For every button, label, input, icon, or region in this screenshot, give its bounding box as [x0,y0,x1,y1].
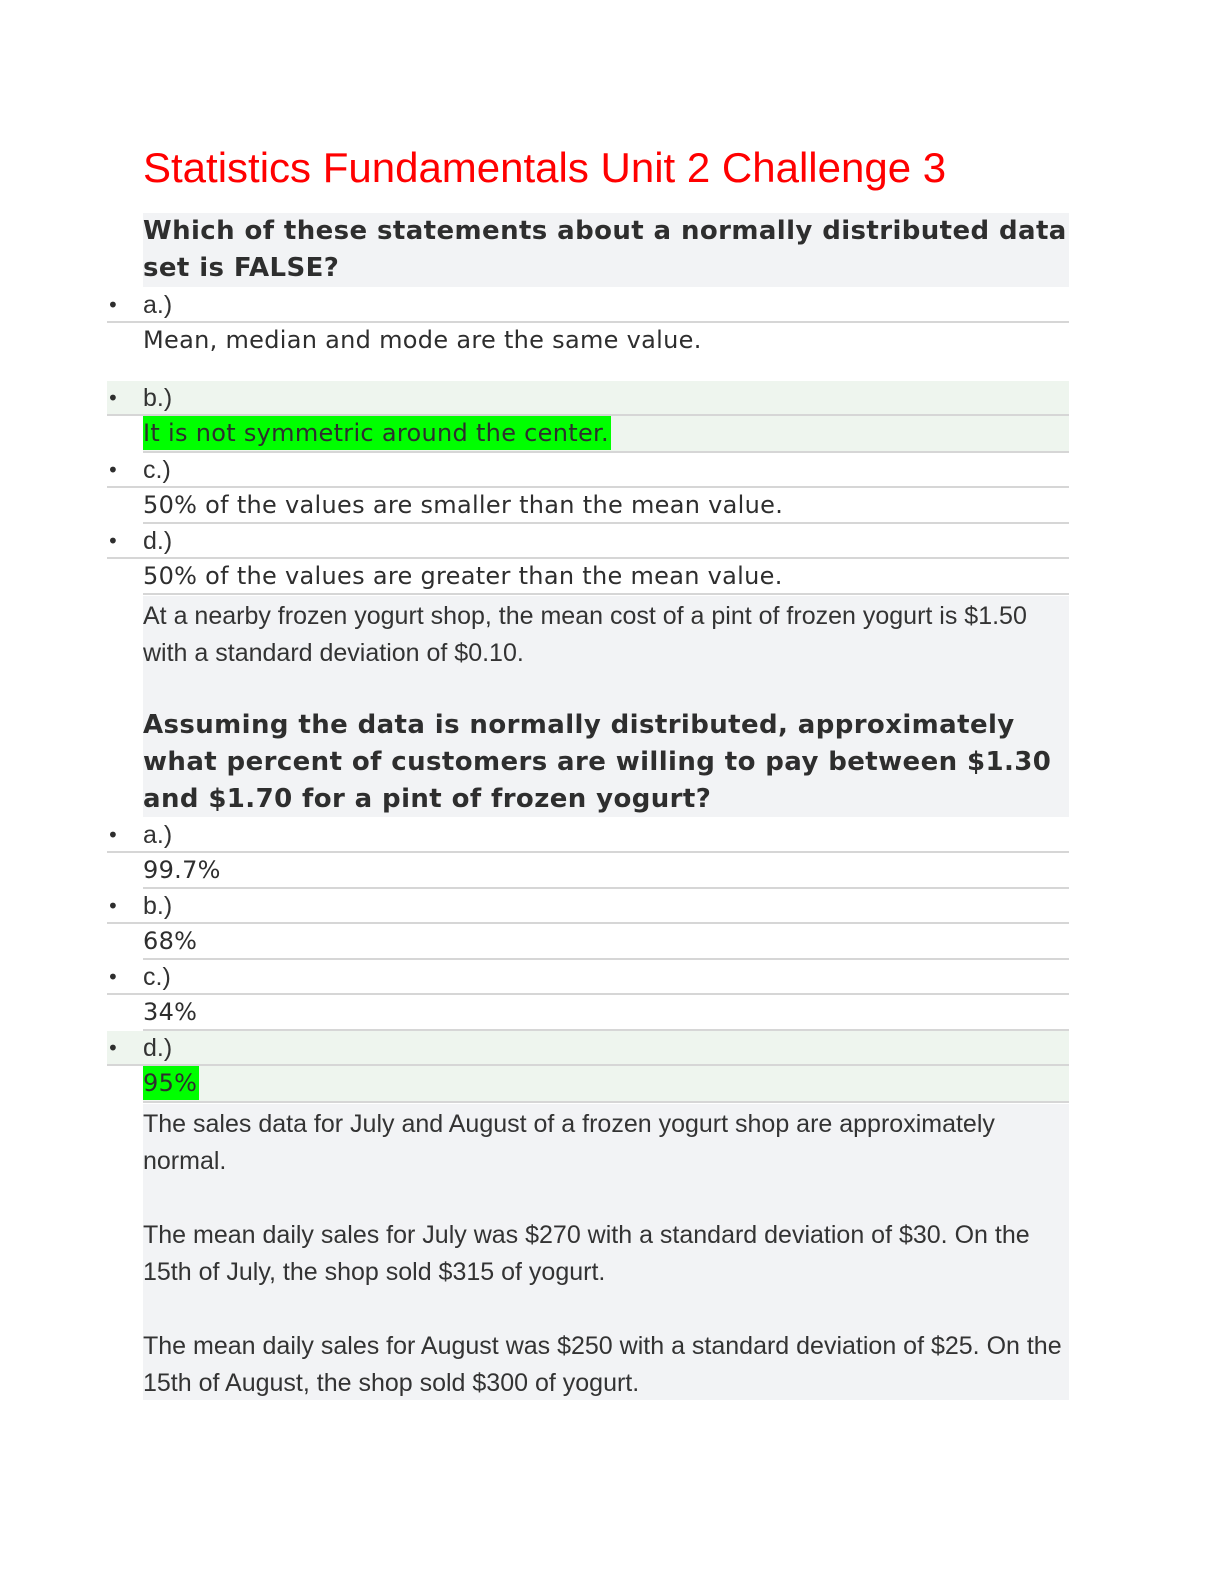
bullet-icon: • [107,386,119,410]
question-3-stem-box [143,1104,1069,1400]
bullet-icon: • [107,823,119,847]
option-letter: c.) [143,456,171,484]
q1-option-c-text-row[interactable] [143,488,1069,524]
bullet-icon: • [107,965,119,989]
page-title: Statistics Fundamentals Unit 2 Challenge 3 [143,144,947,191]
q2-option-b-text-row[interactable] [143,924,1069,960]
option-letter: a.) [143,821,173,849]
option-letter: c.) [143,963,171,991]
option-text-highlighted: It is not symmetric around the center. [143,416,611,450]
question-2-stem: At a nearby frozen yogurt shop, the mean cost of a pint of frozen yogurt is $1.50 with a standard deviation of $0.10. [143,602,1027,667]
option-letter: d.) [143,1034,173,1062]
option-text: 34% [143,998,198,1026]
q2-option-c-label-row[interactable] [107,960,1069,995]
q2-option-a-label-row[interactable] [107,818,1069,853]
bullet-icon: • [107,529,119,553]
option-letter: b.) [143,892,173,920]
q1-option-a-label-row[interactable] [107,288,1069,323]
q2-option-d-text-row[interactable] [143,1066,1069,1103]
q1-option-a-text-row[interactable] [143,323,1069,381]
option-letter: a.) [143,291,173,319]
q1-option-d-label-row[interactable] [107,524,1069,559]
q2-option-a-text-row[interactable] [143,853,1069,889]
q1-option-b-text-row[interactable] [143,416,1069,453]
option-text: 99.7% [143,856,221,884]
bullet-icon: • [107,293,119,317]
option-text: 50% of the values are smaller than the mean value. [143,491,784,519]
question-1-prompt: Which of these statements about a normally distributed data set is FALSE? [143,216,1067,283]
bullet-icon: • [107,894,119,918]
question-3-stem-paragraph-3: The mean daily sales for August was $250 with a standard deviation of $25. On the 15th of August, the shop sold $300 of yogurt. [143,1332,1062,1397]
q1-option-c-label-row[interactable] [107,453,1069,488]
option-text-highlighted: 95% [143,1066,199,1100]
q2-option-c-text-row[interactable] [143,995,1069,1031]
q1-option-d-text-row[interactable] [143,559,1069,595]
option-text: 68% [143,927,198,955]
option-letter: d.) [143,527,173,555]
question-1-prompt-box [143,213,1069,287]
question-3-stem-paragraph-2: The mean daily sales for July was $270 with a standard deviation of $30. On the 15th of July, the shop sold $315 of yogurt. [143,1221,1030,1286]
question-2-box [143,596,1069,817]
q1-option-b-label-row[interactable] [107,381,1069,416]
q2-option-b-label-row[interactable] [107,889,1069,924]
question-2-prompt: Assuming the data is normally distributed, approximately what percent of customers are willing to pay between $1.30 and $1.70 for a pint of frozen yogurt? [143,710,1052,814]
option-text: Mean, median and mode are the same value. [143,326,702,354]
bullet-icon: • [107,1036,119,1060]
option-text: 50% of the values are greater than the mean value. [143,562,783,590]
bullet-icon: • [107,458,119,482]
question-3-stem-paragraph-1: The sales data for July and August of a frozen yogurt shop are approximately normal. [143,1110,995,1175]
q2-option-d-label-row[interactable] [107,1031,1069,1066]
option-letter: b.) [143,384,173,412]
